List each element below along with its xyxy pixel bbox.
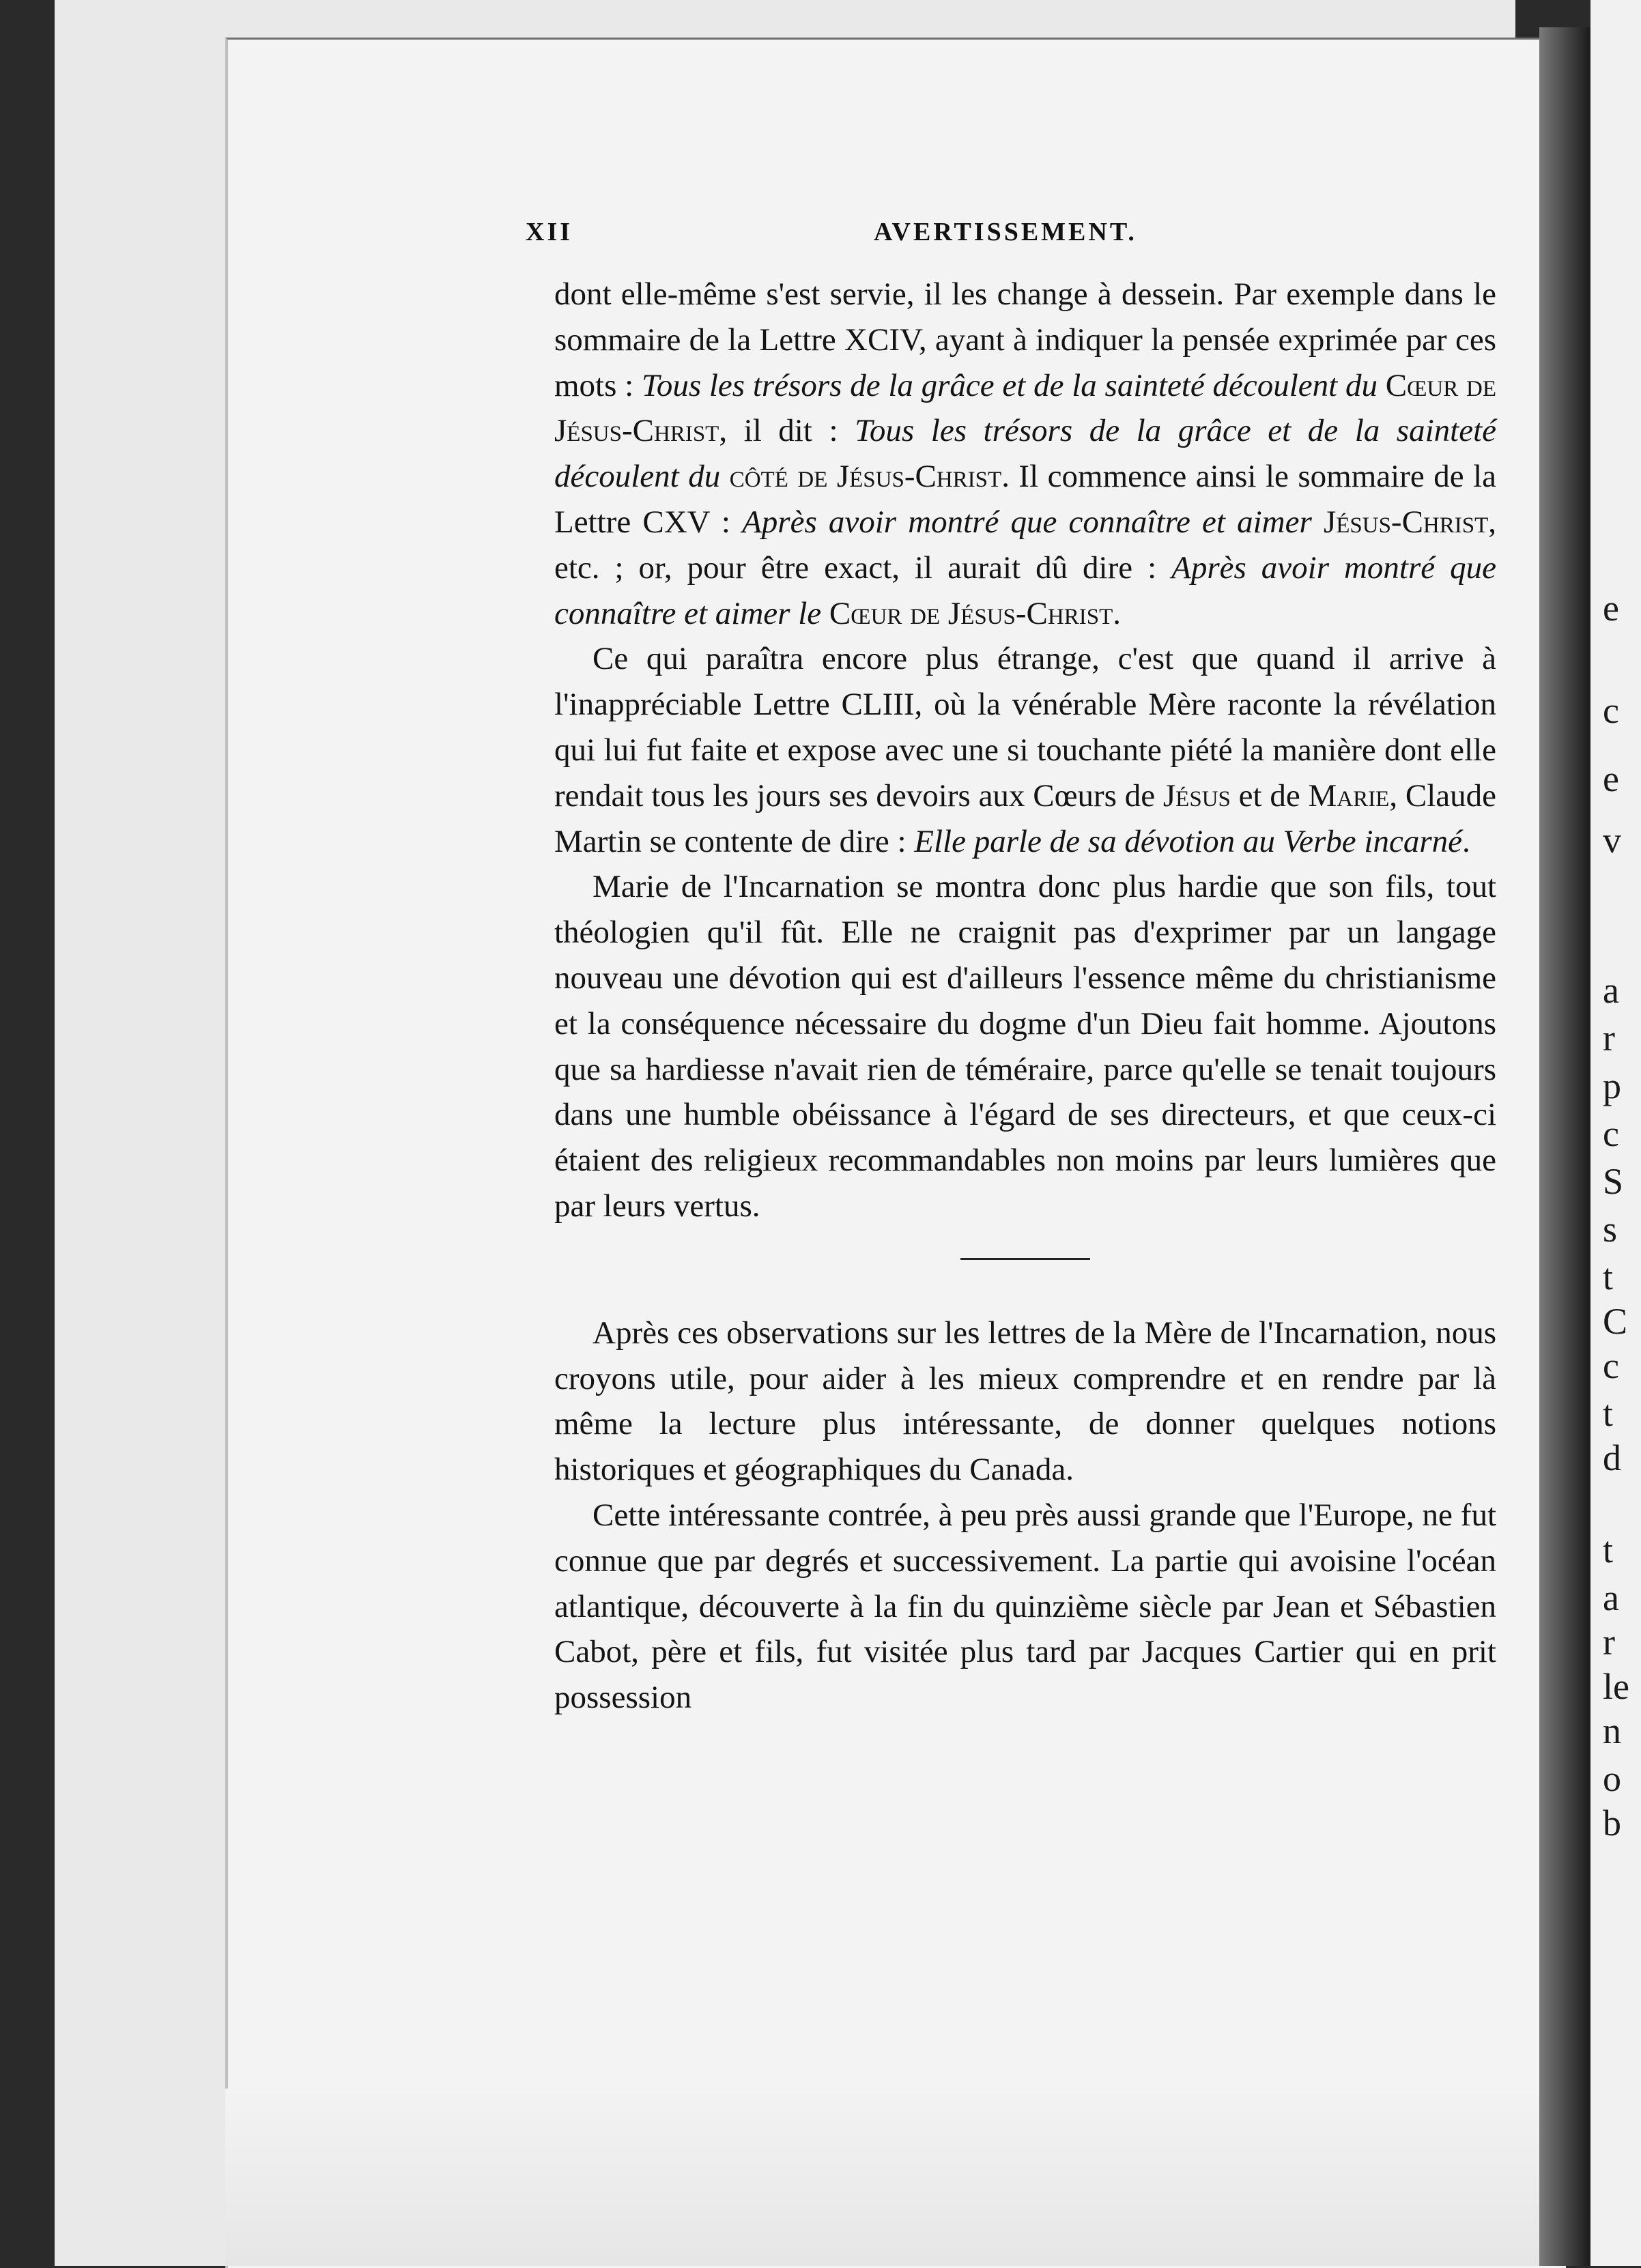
italic-text: Tous les trésors de la grâce et de la sainteté découlent du (642, 367, 1378, 403)
facing-page-letter: r (1603, 1622, 1615, 1663)
facing-page-letter: s (1603, 1209, 1618, 1250)
text-run (1312, 504, 1324, 540)
text-run: dont elle-même s'est servie, il les change à dessein. Par exemple dans le sommaire de la Lettre XCIV, ayant à indiquer la pensée exprimée par ces mots : (554, 276, 1496, 403)
text-run: . (1461, 823, 1470, 859)
text-run (720, 459, 730, 494)
paragraph (554, 1493, 1496, 1721)
text-run: , il dit : (719, 413, 855, 449)
facing-page-letter: a (1603, 970, 1619, 1011)
paragraph (554, 636, 1496, 864)
running-title: AVERTISSEMENT. (874, 218, 1137, 246)
text-run (1378, 368, 1386, 403)
paragraph (554, 1310, 1496, 1493)
running-header (526, 217, 1495, 258)
facing-page-letter: e (1603, 588, 1619, 629)
small-caps-text: côté de Jésus-Christ (729, 459, 1002, 495)
italic-text: Après avoir montré que connaître et aimer le (554, 549, 1496, 631)
paragraph (554, 272, 1496, 636)
text-run: . Il commence ainsi le sommaire de la Lettre CXV : (554, 459, 1497, 540)
facing-page-letter: C (1603, 1301, 1628, 1342)
facing-page-letter: S (1603, 1161, 1624, 1202)
text-run: Après ces observations sur les lettres de la Mère de l'Incarnation, nous croyons utile, pour aider à les mieux comprendre et en rendre par là même la lecture plus intéressante, de donner quelques notions historiques et géographiques du Canada. (554, 1315, 1496, 1488)
facing-page-letter: p (1603, 1065, 1621, 1106)
small-caps-text: Jésus (1162, 777, 1231, 814)
facing-page-letter: c (1603, 1345, 1619, 1386)
facing-page-letter: a (1603, 1577, 1619, 1618)
facing-page-letter: c (1603, 1113, 1619, 1154)
facing-page-letter: le (1603, 1666, 1629, 1707)
italic-text: Tous les trésors de la grâce et de la sainteté découlent du (554, 413, 1496, 495)
text-run: , etc. ; or, pour être exact, il aurait dû dire : (554, 504, 1497, 586)
small-caps-text: Cœur de Jésus-Christ (829, 595, 1113, 631)
italic-text: Après avoir montré que connaître et aimer (742, 504, 1312, 540)
text-run: Cette intéressante contrée, à peu près aussi grande que l'Europe, ne fut connue que par degrés et successivement. La partie qui avoisine l'océan atlantique, découverte à la fin du quinzième siècle par Jean et Sébastien Cabot, père et fils, fut visitée plus tard par Jacques Cartier qui en prit possession (554, 1497, 1496, 1716)
facing-page-letter: t (1603, 1530, 1614, 1570)
facing-page-letter: e (1603, 758, 1619, 799)
text-run: . (1113, 595, 1121, 631)
text-run: Marie de l'Incarnation se montra donc plus hardie que son fils, tout théologien qu'il fût. Elle ne craignit pas d'exprimer par un langage nouveau une dévotion qui est d'ailleurs l'essence même du christianisme et la conséquence nécessaire du dogme d'un Dieu fait homme. Ajoutons que sa hardiesse n'avait rien de téméraire, parce qu'elle se tenait toujours dans une humble obéissance à l'égard de ses directeurs, et que ceux-ci étaient des religieux recommandables non moins par leurs lumières que par leurs vertus. (554, 869, 1496, 1224)
small-caps-text: Jésus-Christ (1323, 504, 1489, 540)
page-bottom (225, 2088, 1563, 2266)
paragraph (554, 864, 1496, 1229)
text-run: Ce qui paraîtra encore plus étrange, c'est que quand il arrive à l'inappréciable Lettre CLIII, où la vénérable Mère raconte la révélation qui lui fut faite et expose avec une si touchante piété la manière dont elle rendait tous les jours ses devoirs aux Cœurs de (554, 641, 1496, 814)
text-run (821, 596, 829, 631)
facing-page-letter: n (1603, 1710, 1621, 1751)
facing-page-letter: b (1603, 1803, 1621, 1843)
italic-text: Elle parle de sa dévotion au Verbe incarné (914, 823, 1462, 859)
body-text (554, 272, 1496, 1721)
facing-page-letter: c (1603, 690, 1619, 731)
facing-page-letter: d (1603, 1437, 1621, 1478)
facing-page-letter: o (1603, 1758, 1621, 1799)
small-caps-text: Marie (1308, 777, 1390, 814)
text-run: et de (1230, 777, 1309, 814)
facing-page-letter: t (1603, 1393, 1614, 1434)
page-number: XII (526, 218, 573, 246)
small-caps-text: Cœur de Jésus-Christ (554, 367, 1497, 449)
text-run: , Claude Martin se contente de dire : (554, 777, 1496, 859)
section-separator (960, 1258, 1090, 1260)
facing-page-letter: t (1603, 1257, 1614, 1297)
facing-page-letter: r (1603, 1018, 1615, 1059)
facing-page-letter: v (1603, 820, 1621, 861)
facing-page-edge (1590, 0, 1641, 2266)
